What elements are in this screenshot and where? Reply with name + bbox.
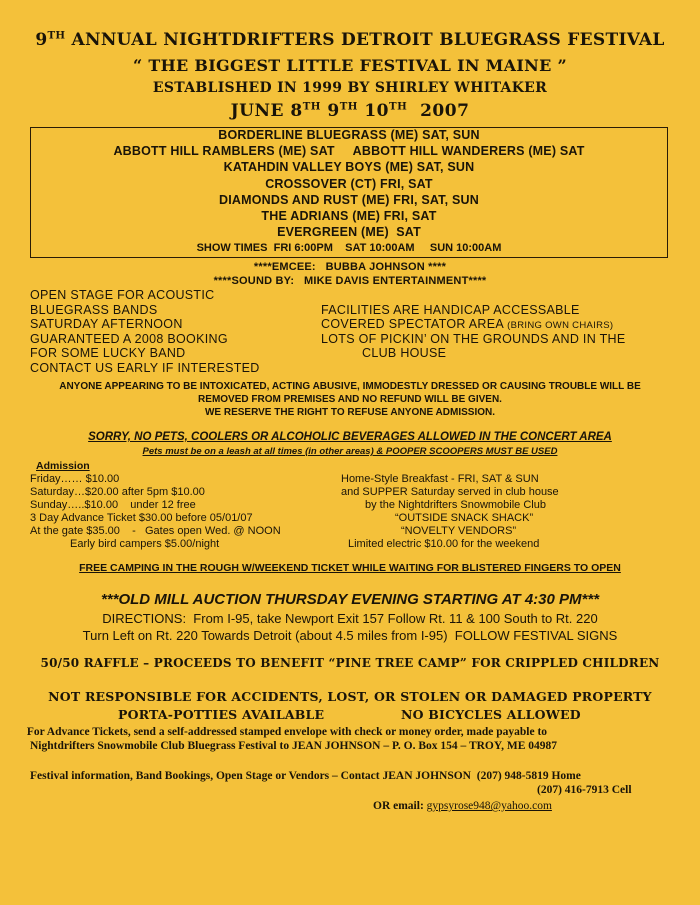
conduct-line: WE RESERVE THE RIGHT TO REFUSE ANYONE ADMISSION.: [204, 407, 496, 418]
contact-cell: (207) 416-7913 Cell: [537, 784, 632, 796]
raffle-notice: 50/50 RAFFLE – PROCEEDS TO BENEFIT “PINE TREE CAMP” FOR CRIPPLED CHILDREN: [40, 656, 660, 670]
lineup-row: CROSSOVER (CT) FRI, SAT: [265, 177, 433, 191]
lineup-row: KATAHDIN VALLEY BOYS (ME) SAT, SUN: [223, 160, 475, 174]
contact-email-row: [373, 800, 552, 812]
date-month: JUNE: [230, 101, 284, 121]
contact-line: Festival information, Band Bookings, Open Stage or Vendors – Contact JEAN JOHNSON (207) 948-5819 Home: [30, 770, 581, 782]
lineup-row: ABBOTT HILL RAMBLERS (ME) SAT ABBOTT HILL WANDERERS (ME) SAT: [113, 144, 585, 158]
admission-friday: Friday…… $10.00: [30, 473, 120, 485]
conduct-line: ANYONE APPEARING TO BE INTOXICATED, ACTING ABUSIVE, IMMODESTLY DRESSED OR CAUSING TROUBLE WILL BE: [59, 381, 641, 392]
auction-notice: ***OLD MILL AUCTION THURSDAY EVENING STARTING AT 4:30 PM***: [100, 591, 600, 608]
food-line: Home-Style Breakfast - FRI, SAT & SUN: [341, 473, 539, 485]
lineup-row: EVERGREEN (ME) SAT: [277, 225, 421, 239]
email-label: OR email:: [373, 800, 424, 812]
open-stage-line: GUARANTEED A 2008 BOOKING: [30, 332, 228, 346]
lineup-box: [30, 127, 668, 258]
show-times: SHOW TIMES FRI 6:00PM SAT 10:00AM SUN 10:00AM: [196, 242, 502, 254]
facilities-line: LOTS OF PICKIN’ ON THE GROUNDS AND IN THE: [321, 332, 626, 346]
tagline: “ THE BIGGEST LITTLE FESTIVAL IN MAINE ”: [133, 56, 567, 75]
facilities-bring-chairs: (BRING OWN CHAIRS): [507, 320, 614, 331]
admission-gate: At the gate $35.00 - Gates open Wed. @ NOON: [30, 525, 281, 537]
admission-early-bird: Early bird campers $5.00/night: [70, 538, 220, 550]
open-stage-line: CONTACT US EARLY IF INTERESTED: [30, 361, 260, 375]
admission-sunday: Sunday…..$10.00 under 12 free: [30, 499, 196, 511]
advance-tickets-line: For Advance Tickets, send a self-addressed stamped envelope with check or money order, made payable to: [24, 726, 548, 738]
festival-title: [0, 30, 700, 50]
date-day-3: 10: [364, 101, 390, 121]
lineup-row: THE ADRIANS (ME) FRI, SAT: [261, 209, 437, 223]
email-link[interactable]: gypsyrose948@yahoo.com: [426, 800, 552, 812]
emcee-line: ****EMCEE: BUBBA JOHNSON ****: [253, 261, 447, 273]
open-stage-line: BLUEGRASS BANDS: [30, 303, 158, 317]
porta-potties-notice: PORTA-POTTIES AVAILABLE: [118, 707, 325, 722]
advance-tickets-line: Nightdrifters Snowmobile Club Bluegrass Festival to JEAN JOHNSON – P. O. Box 154 – TROY, ME 04987: [30, 740, 558, 752]
facilities-line: FACILITIES ARE HANDICAP ACCESSABLE: [321, 303, 580, 317]
facilities-line: CLUB HOUSE: [362, 346, 447, 360]
conduct-line: REMOVED FROM PREMISES AND NO REFUND WILL BE GIVEN.: [198, 394, 502, 405]
facilities-covered-area: COVERED SPECTATOR AREA: [321, 317, 504, 331]
date-day-2-suffix: TH: [339, 100, 358, 113]
camping-notice: FREE CAMPING IN THE ROUGH W/WEEKEND TICKET WHILE WAITING FOR BLISTERED FINGERS TO OPEN: [79, 562, 621, 574]
admission-saturday: Saturday…$20.00 after 5pm $10.00: [30, 486, 205, 498]
festival-dates: [0, 101, 700, 121]
admission-heading: Admission: [36, 460, 90, 472]
annual-title-text: ANNUAL NIGHTDRIFTERS DETROIT BLUEGRASS FESTIVAL: [71, 30, 665, 50]
food-line: and SUPPER Saturday served in club house: [341, 486, 559, 498]
annual-number: 9: [35, 30, 48, 50]
food-line: “NOVELTY VENDORS”: [401, 525, 517, 537]
sound-line: ****SOUND BY: MIKE DAVIS ENTERTAINMENT****: [213, 275, 487, 287]
date-day-1-suffix: TH: [302, 100, 321, 113]
open-stage-line: OPEN STAGE FOR ACOUSTIC: [30, 288, 215, 302]
lineup-row: BORDERLINE BLUEGRASS (ME) SAT, SUN: [218, 128, 480, 142]
food-line: by the Nightdrifters Snowmobile Club: [365, 499, 546, 511]
date-day-3-suffix: TH: [389, 100, 408, 113]
pets-notice: SORRY, NO PETS, COOLERS OR ALCOHOLIC BEVERAGES ALLOWED IN THE CONCERT AREA: [88, 431, 612, 443]
open-stage-line: FOR SOME LUCKY BAND: [30, 346, 186, 360]
responsibility-notice: NOT RESPONSIBLE FOR ACCIDENTS, LOST, OR STOLEN OR DAMAGED PROPERTY: [48, 689, 652, 704]
date-year: 2007: [420, 101, 470, 121]
open-stage-line: SATURDAY AFTERNOON: [30, 317, 183, 331]
date-day-1: 8: [290, 101, 303, 121]
food-line: “OUTSIDE SNACK SHACK”: [395, 512, 534, 524]
established-line: ESTABLISHED IN 1999 BY SHIRLEY WHITAKER: [152, 80, 548, 96]
directions-line: Turn Left on Rt. 220 Towards Detroit (about 4.5 miles from I-95) FOLLOW FESTIVAL SIGNS: [82, 628, 618, 643]
annual-suffix: TH: [47, 29, 66, 42]
no-bicycles-notice: NO BICYCLES ALLOWED: [401, 707, 581, 722]
directions-line: DIRECTIONS: From I-95, take Newport Exit 157 Follow Rt. 11 & 100 South to Rt. 220: [102, 611, 598, 626]
pets-subnotice: Pets must be on a leash at all times (in other areas) & POOPER SCOOPERS MUST BE USED: [142, 446, 558, 457]
food-line: Limited electric $10.00 for the weekend: [348, 538, 540, 550]
facilities-line: [321, 317, 613, 331]
admission-advance: 3 Day Advance Ticket $30.00 before 05/01/07: [30, 512, 253, 524]
lineup-row: DIAMONDS AND RUST (ME) FRI, SAT, SUN: [219, 193, 479, 207]
date-day-2: 9: [327, 101, 340, 121]
